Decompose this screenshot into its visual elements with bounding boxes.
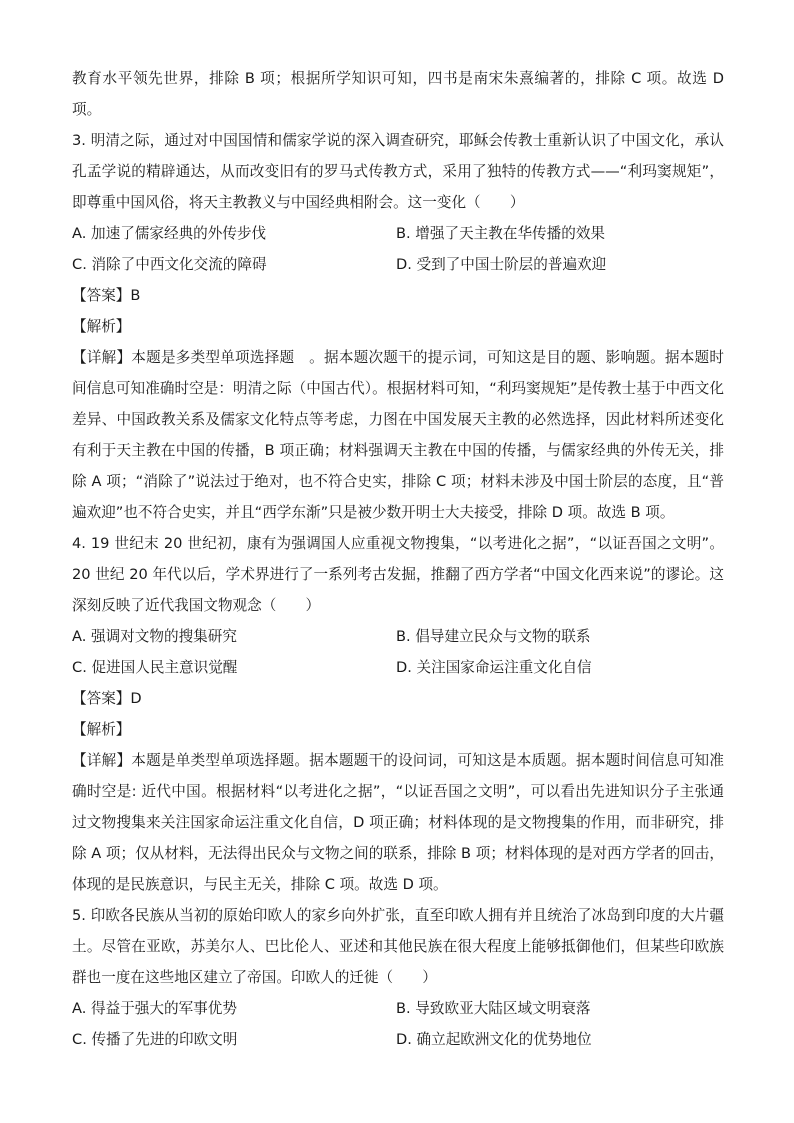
question-5-option-a[interactable]: A. 得益于强大的军事优势 (72, 1000, 237, 1017)
intro-line: 教育水平领先世界，排除 B 项；根据所学知识可知，四书是南宋朱熹编著的，排除 C 项。故选 D 项。 (72, 70, 724, 118)
answer-label: 【答案】 (72, 690, 131, 707)
question-4-option-b[interactable]: B. 倡导建立民众与文物的联系 (396, 628, 591, 645)
question-3-options-row-2 (72, 249, 724, 280)
answer-value: D (130, 690, 142, 707)
detail-label: 【详解】 (72, 349, 132, 366)
question-4-analysis-label: 【解析】 (72, 721, 131, 738)
question-5-option-b[interactable]: B. 导致欧亚大陆区域文明衰落 (396, 1000, 591, 1017)
question-4-options-row-1 (72, 621, 724, 652)
document-page (72, 63, 724, 1055)
question-5-options-row-1 (72, 993, 724, 1024)
question-3-option-a[interactable]: A. 加速了儒家经典的外传步伐 (72, 225, 267, 242)
question-4-detail (72, 745, 724, 900)
question-5-option-c[interactable]: C. 传播了先进的印欧文明 (72, 1031, 238, 1048)
question-3-detail (72, 342, 724, 528)
question-3-options-row-1 (72, 218, 724, 249)
question-3-option-d[interactable]: D. 受到了中国士阶层的普遍欢迎 (396, 256, 607, 273)
detail-label: 【详解】 (72, 752, 132, 769)
detail-text: 本题是多类型单项选择题 。据本题次题干的提示词，可知这是目的题、影响题。据本题时间信息可知准确时空是：明清之际（中国古代）。根据材料可知，“利玛窦规矩”是传教士基于中西文化差异、中国政教关系及儒家文化特点等考虑，力图在中国发展天主教的必然选择，因此材料所述变化有利于天主教在中国的传播，B 项正确；材料强调天主教在中国的传播，与儒家经典的外传无关，排除 A 项；“消除了”说法过于绝对，也不符合史实，排除 C 项；材料未涉及中国士阶层的态度，且“普遍欢迎”也不符合史实，并且“西学东渐”只是被少数开明士大夫接受，排除 D 项。故选 B 项。 (72, 349, 724, 521)
question-3-option-b[interactable]: B. 增强了天主教在华传播的效果 (396, 225, 606, 242)
question-5-stem: 5. 印欧各民族从当初的原始印欧人的家乡向外扩张，直至印欧人拥有并且统治了冰岛到印度的大片疆土。尽管在亚欧，苏美尔人、巴比伦人、亚述和其他民族在很大程度上能够抵御他们，但某些印欧族群也一度在这些地区建立了帝国。印欧人的迁徙（ ） (72, 907, 724, 986)
question-4-answer (72, 683, 724, 714)
question-3-answer (72, 280, 724, 311)
detail-text: 本题是单类型单项选择题。据本题题干的设问词，可知这是本质题。据本题时间信息可知准确时空是: 近代中国。根据材料“以考进化之据”，“以证吾国之文明”，可以看出先进知识分子主张通过文物搜集来关注国家命运注重文化自信，D 项正确；材料体现的是文物搜集的作用，而非研究，排除 A 项；仅从材料，无法得出民众与文物之间的联系，排除 B 项；材料体现的是对西方学者的回击，体现的是民族意识，与民主无关，排除 C 项。故选 D 项。 (72, 752, 724, 893)
question-3-option-c[interactable]: C. 消除了中西文化交流的障碍 (72, 256, 267, 273)
answer-value: B (130, 287, 141, 304)
question-5-options-row-2 (72, 1024, 724, 1055)
question-5-option-d[interactable]: D. 确立起欧洲文化的优势地位 (396, 1031, 592, 1048)
question-4-options-row-2 (72, 652, 724, 683)
question-4-option-d[interactable]: D. 关注国家命运注重文化自信 (396, 659, 592, 676)
question-4-stem: 4. 19 世纪末 20 世纪初，康有为强调国人应重视文物搜集，“以考进化之据”，“以证吾国之文明”。20 世纪 20 年代以后，学术界进行了一系列考古发掘，推翻了西方学者“中国文化西来说”的谬论。这深刻反映了近代我国文物观念（ ） (72, 535, 724, 614)
question-3-stem: 3. 明清之际，通过对中国国情和儒家学说的深入调查研究，耶稣会传教士重新认识了中国文化，承认孔孟学说的精辟通达，从而改变旧有的罗马式传教方式，采用了独特的传教方式——“利玛窦规矩”，即尊重中国风俗，将天主教教义与中国经典相附会。这一变化（ ） (72, 132, 724, 211)
question-3-analysis-label: 【解析】 (72, 318, 131, 335)
answer-label: 【答案】 (72, 287, 131, 304)
question-4-option-c[interactable]: C. 促进国人民主意识觉醒 (72, 659, 238, 676)
question-4-option-a[interactable]: A. 强调对文物的搜集研究 (72, 628, 237, 645)
